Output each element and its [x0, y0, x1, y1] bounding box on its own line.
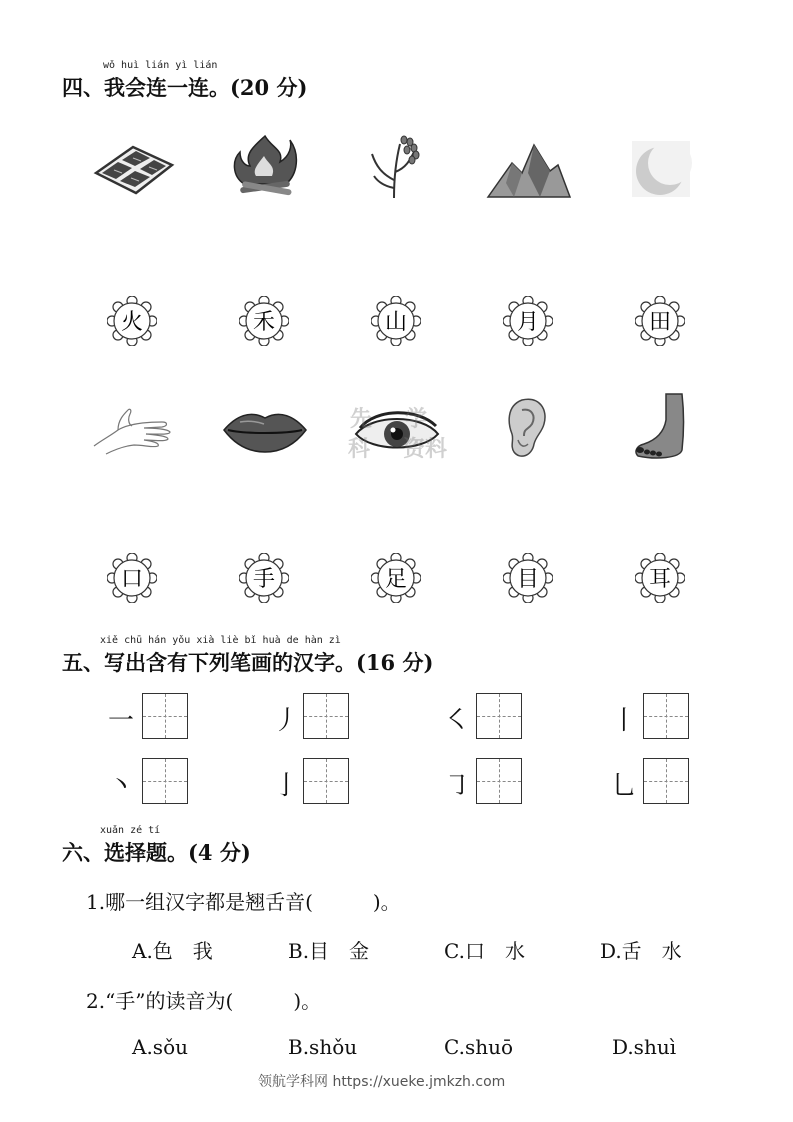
stroke-label: ㇆ — [443, 771, 470, 801]
stroke-label: 一 — [107, 706, 134, 736]
svg-text:目: 目 — [516, 567, 540, 592]
section6-title: 六、选择题。(4 分) — [62, 840, 251, 865]
flower-char-top-5[interactable] — [635, 296, 685, 350]
q1-option-c[interactable]: C.口 水 — [444, 939, 525, 963]
q1-option-d[interactable]: D.舌 水 — [600, 939, 682, 963]
svg-text:禾: 禾 — [252, 310, 276, 335]
flower-char-bottom-1[interactable] — [107, 553, 157, 607]
writing-grid[interactable] — [476, 758, 522, 804]
question-2: 2.“手”的读音为( )。 — [86, 989, 322, 1013]
svg-text:手: 手 — [252, 567, 276, 592]
q2-option-d[interactable]: D.shuì — [612, 1035, 677, 1059]
section6-pinyin: xuǎn zé tí — [100, 825, 161, 836]
q1-option-b[interactable]: B.目 金 — [288, 939, 370, 963]
field-icon — [88, 133, 178, 203]
writing-grid[interactable] — [303, 758, 349, 804]
stroke-label: 乚 — [610, 771, 637, 801]
watermark-line1: 先 学 — [350, 407, 428, 432]
svg-text:月: 月 — [516, 310, 540, 335]
q1-option-a[interactable]: A.色 我 — [132, 939, 213, 963]
svg-text:田: 田 — [648, 310, 672, 335]
foot-icon — [616, 392, 706, 462]
section4-pinyin: wǒ huì lián yì lián — [103, 60, 218, 71]
section4-title: 四、我会连一连。(20 分) — [62, 75, 308, 100]
rice-plant-icon — [352, 130, 442, 200]
flower-char-top-4[interactable] — [503, 296, 553, 350]
q2-option-a[interactable]: A.sǒu — [132, 1035, 188, 1059]
svg-text:火: 火 — [120, 310, 144, 335]
stroke-label: 丨 — [610, 706, 637, 736]
writing-grid[interactable] — [643, 693, 689, 739]
flower-char-bottom-5[interactable] — [635, 553, 685, 607]
svg-text:足: 足 — [384, 567, 408, 592]
stroke-label: 丿 — [272, 706, 299, 736]
mountain-icon — [484, 133, 574, 203]
stroke-label: 亅 — [272, 771, 299, 801]
section5-pinyin: xiě chū hán yǒu xià liè bǐ huà de hàn zì — [100, 635, 341, 646]
flower-char-top-2[interactable] — [239, 296, 289, 350]
writing-grid[interactable] — [142, 758, 188, 804]
ear-icon — [484, 394, 574, 464]
flower-char-bottom-4[interactable] — [503, 553, 553, 607]
flower-char-bottom-2[interactable] — [239, 553, 289, 607]
svg-text:口: 口 — [120, 567, 144, 592]
flower-char-top-1[interactable] — [107, 296, 157, 350]
writing-grid[interactable] — [142, 693, 188, 739]
watermark-line2: 科 资料 — [348, 437, 448, 462]
footer-source: 领航学科网 https://xueke.jmkzh.com — [258, 1074, 506, 1090]
flower-char-bottom-3[interactable] — [371, 553, 421, 607]
stroke-label: 丶 — [107, 771, 134, 801]
svg-text:耳: 耳 — [648, 567, 672, 592]
moon-icon — [616, 133, 706, 203]
writing-grid[interactable] — [643, 758, 689, 804]
q2-option-c[interactable]: C.shuō — [444, 1035, 514, 1059]
hand-icon — [88, 396, 178, 466]
writing-grid[interactable] — [476, 693, 522, 739]
q2-option-b[interactable]: B.shǒu — [288, 1035, 358, 1059]
svg-text:山: 山 — [384, 310, 408, 335]
question-1: 1.哪一组汉字都是翘舌音( )。 — [86, 890, 401, 914]
flower-char-top-3[interactable] — [371, 296, 421, 350]
writing-grid[interactable] — [303, 693, 349, 739]
section5-title: 五、写出含有下列笔画的汉字。(16 分) — [62, 650, 434, 675]
stroke-label: ㇛ — [443, 706, 470, 736]
mouth-icon — [220, 396, 310, 466]
fire-icon — [220, 130, 310, 200]
